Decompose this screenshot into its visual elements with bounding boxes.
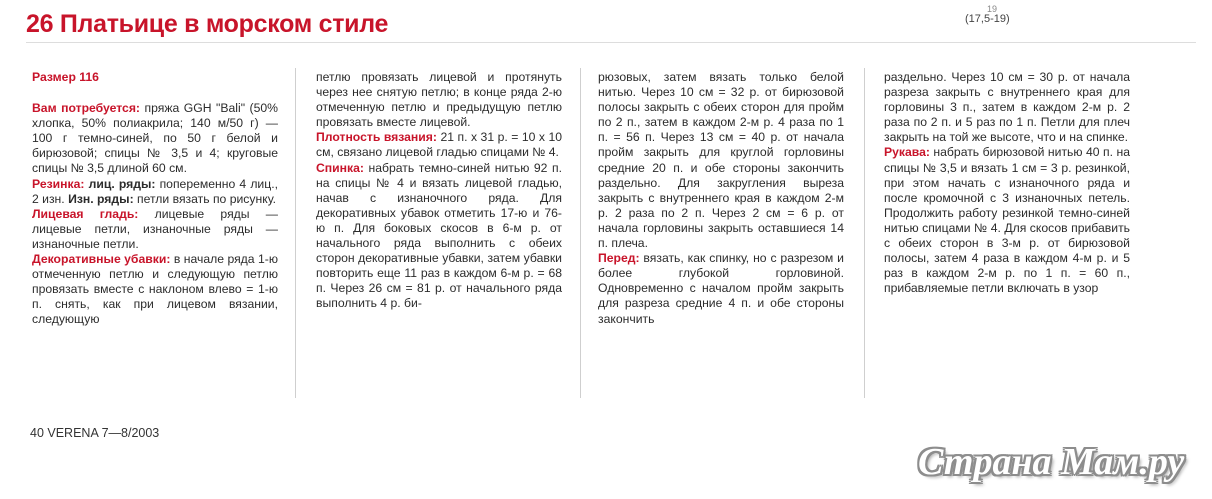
tucks-paragraph [32,252,278,327]
density-paragraph [316,130,562,160]
front-paragraph [598,251,844,326]
column-divider [864,68,865,398]
density-text: 21 п. х 31 р. = 10 х 10 см, связано лицевой гладью спицами № 4. [316,130,562,160]
sleeves-paragraph [884,145,1130,296]
front-label: Перед: [598,251,640,266]
text-column-1 [32,70,278,328]
stockinette-label: Лицевая гладь: [32,206,139,221]
stockinette-paragraph [32,207,278,252]
tucks-label: Декоративные убавки: [32,252,171,267]
density-label: Плотность вязания: [316,130,437,145]
front-text: вязать, как спинку, но с разрезом и более глубокой горловиной. Одновременно с началом пройм закрыть для разреза средние 4 п. и обе стороны закончить [598,251,844,326]
article-title: 26 Платьице в морском стиле [26,10,389,38]
text-column-3 [598,70,844,327]
page-footer: 40 VERENA 7—8/2003 [30,426,160,440]
sleeves-text: набрать бирюзовой нитью 40 п. на спицы № 3,5 и вязать 1 см = 3 р. резинкой, при этом начать с изнаночного ряда и после кромочной с 3 изнаночных петель. Продолжить работу резинкой темно-синей нитью спицами № 4. Для скосов прибавить с обеих сторон в 3-м р. от бирюзовой полосы, затем 4 раза в каждом 4-м р. и 5 раз в каждом 2-м р. по 1 п. = 60 п., прибавляемые петли включать в узор [884,145,1130,296]
rib-rs-text: попеременно 4 лиц., 2 изн. [32,176,278,206]
front-continued: раздельно. Через 10 см = 30 р. от начала разреза закрыть с внутреннего края для горловины 3 п., затем в каждом 2-м р. 2 раза по 2 п. и 5 раз по 1 п. Петли для плеч закрыть на той же высоте, что и на спинке. [884,70,1130,145]
text-column-4 [884,70,1130,296]
stockinette-text: лицевые ряды — лицевые петли, изнаночные ряды — изнаночные петли. [32,206,278,251]
back-continued: рюзовых, затем вязать только белой нитью. Через 10 см = 32 р. от бирюзовой полосы закрыть с обеих сторон для пройм по 2 п., затем в каждом 2-м р. 4 раза по 1 п. = 56 п. Через 13 см = 40 р. от начала пройм закрыть для круглой горловины средние 20 п. и обе стороны закончить раздельно. Для закругления выреза закрыть с внутреннего края в каждом 2-м р. 2 раза по 2 п. Через 2 см = 6 р. от начала горловины закрыть оставшиеся 14 п. плеча. [598,70,844,251]
back-paragraph [316,161,562,312]
tucks-text: в начале ряда 1-ю отмеченную петлю и следующую петлю провязать вместе с наклоном влево = 1-ю п. снять, как при лицевом вязании, следующую [32,252,278,327]
size-range: (17,5-19) [965,13,1010,25]
sleeves-label: Рукава: [884,145,930,160]
rib-paragraph [32,177,278,207]
rib-ws-label: Изн. ряды: [64,191,134,206]
title-divider [26,42,1196,43]
text-column-2 [316,70,562,312]
watermark-logo: Страна Мам.ру [918,441,1185,483]
back-text: набрать темно-синей нитью 92 п. на спицы № 4 и вязать лицевой гладью, начав с изнаночного ряда. Для декоративных убавок отметить 17-ю и 76-ю п. Для боковых скосов в 6-м р. от начального ряда выполнить с обеих сторон декоративные убавки, затем убавки повторить еще 11 раз в каждом 6-м р. = 68 п. Через 26 см = 81 р. от начального ряда выполнить 4 р. би- [316,160,562,311]
back-label: Спинка: [316,160,364,175]
size-heading: Размер 116 [32,70,99,84]
rib-rs-label: лиц. ряды: [84,176,156,191]
materials-label: Вам потребуется: [32,101,140,116]
materials-paragraph [32,101,278,176]
column-divider [580,68,581,398]
size-range-top: 19 [987,4,998,14]
materials-text: пряжа GGH "Bali" (50% хлопка, 50% полиакрила; 140 м/50 г) — 100 г темно-синей, по 50 г белой и бирюзовой; спицы № 3,5 и 4; круговые спицы № 3,5 длиной 60 см. [32,101,278,176]
tucks-continued: петлю провязать лицевой и протянуть через нее снятую петлю; в конце ряда 2-ю отмеченную петлю и предыдущую петлю провязать вместе лицевой. [316,70,562,130]
column-divider [295,68,296,398]
rib-label: Резинка: [32,176,85,191]
rib-ws-text: петли вязать по рисунку. [133,191,276,206]
size-range-note [965,4,1010,24]
